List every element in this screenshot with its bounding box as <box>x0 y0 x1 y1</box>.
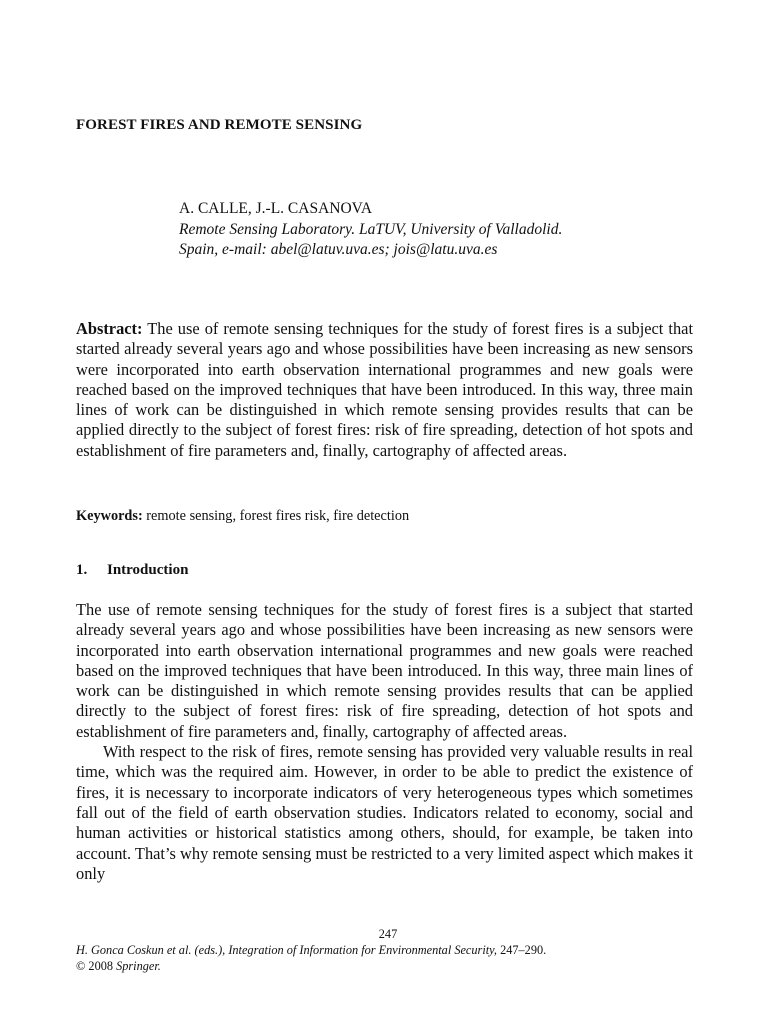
affiliation-line-1: Remote Sensing Laboratory. LaTUV, University of Valladolid. <box>179 220 563 238</box>
author-names: A. CALLE, J.-L. CASANOVA <box>179 200 373 217</box>
copyright-year: © 2008 <box>76 959 117 974</box>
affiliation-line-2: Spain, e-mail: abel@latuv.uva.es; jois@latu.uva.es <box>179 241 498 258</box>
copyright-publisher: Springer. <box>116 959 161 974</box>
keywords-text: remote sensing, forest fires risk, fire detection <box>146 508 410 524</box>
abstract <box>76 319 693 461</box>
copyright-line <box>76 958 696 974</box>
footer-citation <box>76 942 696 975</box>
abstract-text: The use of remote sensing techniques for the study of forest fires is a subject that started already several years ago and whose possibilities have been increasing as new sensors were incorporated into earth observation international programmes and new goals were reached based on the improved techniques that have been introduced. In this way, three main lines of work can be distinguished in which remote sensing provides results that can be applied directly to the subject of forest fires: risk of fire spreading, detection of hot spots and establishment of fire parameters and, finally, cartography of affected areas. <box>76 319 693 460</box>
author-block <box>179 199 699 261</box>
paper-title: FOREST FIRES AND REMOTE SENSING <box>76 117 363 133</box>
body-paragraph-1: The use of remote sensing techniques for the study of forest fires is a subject that started already several years ago and whose possibilities have been increasing as new sensors were incorporated into earth observation international programmes and new goals were reached based on the improved techniques that have been introduced. In this way, three main lines of work can be distinguished in which remote sensing provides results that can be applied directly to the subject of forest fires: risk of fire spreading, detection of hot spots and establishment of fire parameters and, finally, cartography of affected areas. <box>76 600 693 741</box>
citation-pages: 247–290. <box>497 943 547 957</box>
section-title: Introduction <box>107 562 189 578</box>
page-number: 247 <box>378 927 398 941</box>
body-paragraph-2: With respect to the risk of fires, remote sensing has provided very valuable results in real time, which was the required aim. However, in order to be able to predict the existence of fires, it is necessary to incorporate indicators of very heterogeneous types which sometimes fall out of the field of earth observation studies. Indicators related to economy, social and human activities or historical statistics among others, should, for example, be taken into account. That’s why remote sensing must be restricted to a very limited aspect which makes it only <box>76 742 693 883</box>
section-number: 1. <box>76 562 88 578</box>
citation-source: H. Gonca Coskun et al. (eds.), Integration of Information for Environmental Security, <box>76 943 497 957</box>
section-heading <box>76 562 188 579</box>
keywords-label: Keywords: <box>76 508 143 524</box>
citation-line <box>76 942 696 958</box>
keywords <box>76 507 693 526</box>
abstract-label: Abstract: <box>76 319 143 338</box>
body-text <box>76 600 693 884</box>
